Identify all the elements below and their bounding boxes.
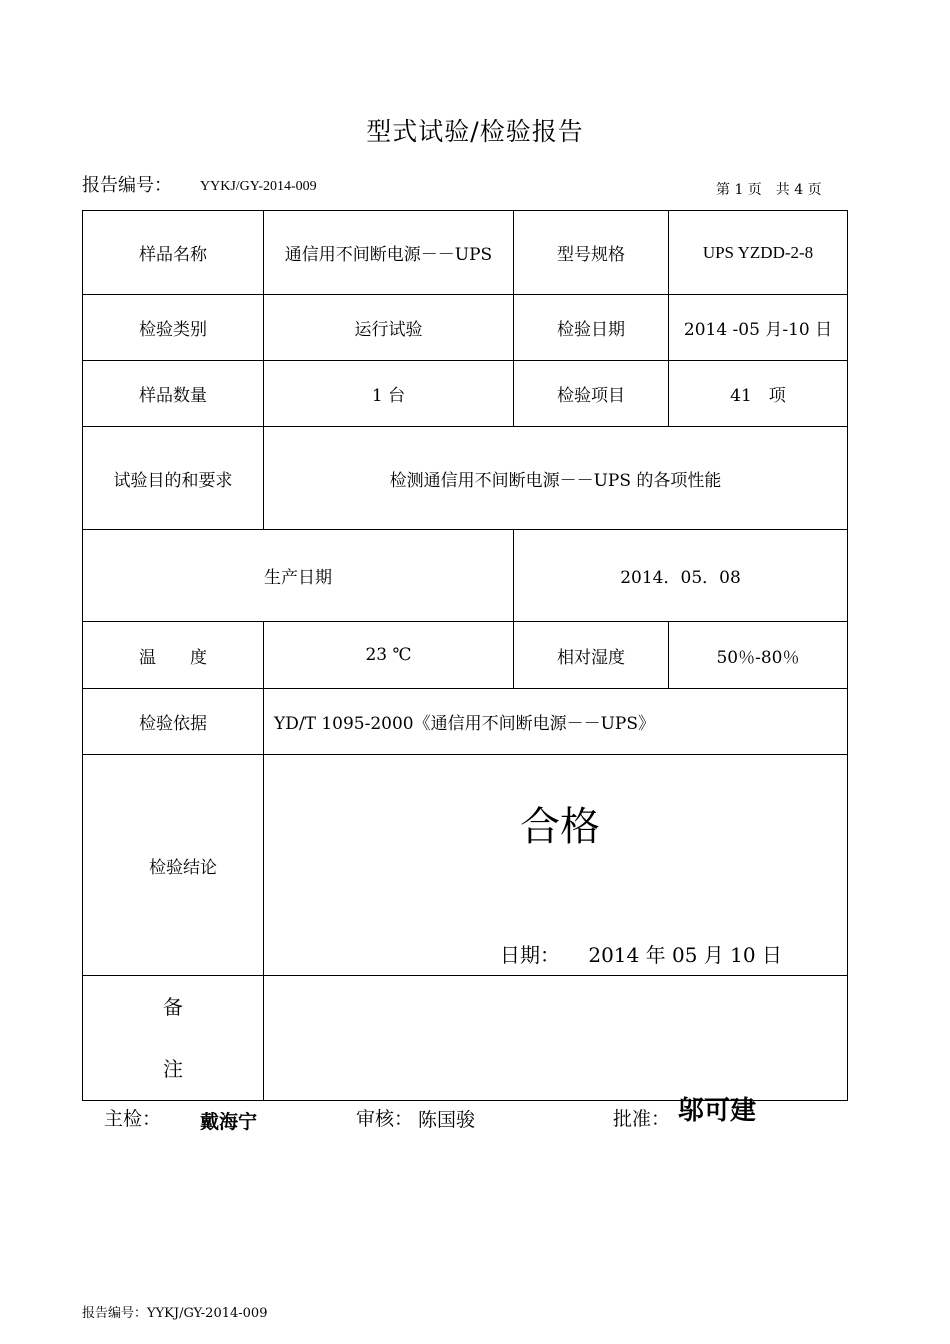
- table-row: [83, 976, 848, 1101]
- humidity-label: 相对湿度: [514, 622, 669, 689]
- humidity-value: 50％-80％: [669, 622, 848, 689]
- sample-qty-value: 1 台: [264, 361, 514, 427]
- inspector-label: 主检：: [104, 1108, 162, 1130]
- test-date-label: 检验日期: [514, 295, 669, 361]
- basis-value: YD/T 1095-2000《通信用不间断电源－－UPS》: [264, 689, 848, 755]
- temperature-label: 温 度: [83, 622, 264, 689]
- footer-report-number: 报告编号：YYKJ/GY-2014-009: [82, 1306, 268, 1321]
- test-type-value: 运行试验: [264, 295, 514, 361]
- sample-name-label: 样品名称: [83, 211, 264, 295]
- basis-label: 检验依据: [83, 689, 264, 755]
- test-items-label: 检验项目: [514, 361, 669, 427]
- report-number-value: YYKJ/GY-2014-009: [200, 179, 317, 194]
- temperature-value: 23 ℃: [264, 622, 514, 689]
- page-title: 型式试验/检验报告: [366, 117, 584, 146]
- conclusion-cell: [264, 755, 848, 976]
- conclusion-date: [500, 939, 782, 968]
- table-row: [83, 361, 848, 427]
- table-row: [83, 755, 848, 976]
- model-value: UPS YZDD-2-8: [669, 211, 848, 295]
- report-table: [82, 210, 848, 1101]
- production-date-value: 2014．05．08: [514, 530, 848, 622]
- approver-label: 批准：: [613, 1108, 671, 1130]
- remark-label-2: 注: [163, 1057, 183, 1081]
- conclusion-date-label: 日期：: [500, 943, 560, 967]
- purpose-label: 试验目的和要求: [83, 427, 264, 530]
- purpose-value: 检测通信用不间断电源－－UPS 的各项性能: [264, 427, 848, 530]
- table-row: [83, 530, 848, 622]
- conclusion-result: 合格: [520, 804, 600, 850]
- table-row: [83, 427, 848, 530]
- report-number-label: 报告编号：: [82, 175, 172, 196]
- test-items-value: 41 项: [669, 361, 848, 427]
- table-row: [83, 689, 848, 755]
- model-label: 型号规格: [514, 211, 669, 295]
- conclusion-label: 检验结论: [83, 755, 264, 976]
- remark-label: [83, 976, 264, 1101]
- test-type-label: 检验类别: [83, 295, 264, 361]
- sample-name-value: 通信用不间断电源－－UPS: [264, 211, 514, 295]
- page-info: 第 1 页 共 4 页: [716, 182, 822, 198]
- inspector-signature: 戴海宁: [200, 1111, 258, 1133]
- remark-value: [264, 976, 848, 1101]
- production-date-label: 生产日期: [83, 530, 514, 622]
- sample-qty-label: 样品数量: [83, 361, 264, 427]
- test-date-value: 2014 -05 月-10 日: [669, 295, 848, 361]
- reviewer-label: 审核：: [356, 1108, 414, 1130]
- table-row: [83, 295, 848, 361]
- table-row: [83, 211, 848, 295]
- remark-label-1: 备: [163, 995, 183, 1019]
- reviewer-signature: 陈国骏: [418, 1109, 476, 1131]
- conclusion-date-value: 2014 年 05 月 10 日: [588, 943, 782, 967]
- table-row: [83, 622, 848, 689]
- approver-signature: 邬可建: [678, 1096, 757, 1126]
